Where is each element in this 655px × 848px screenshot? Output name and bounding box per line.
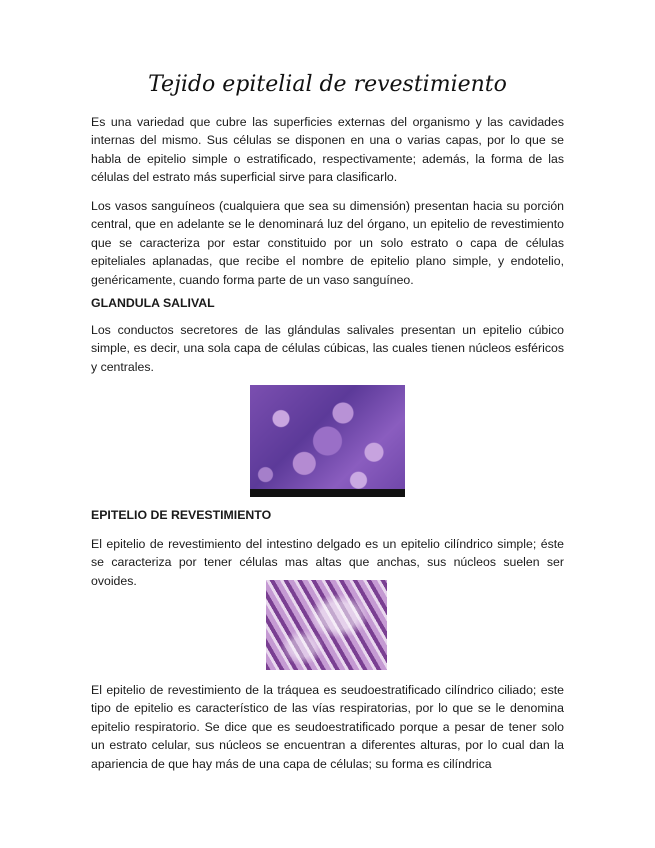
paragraph-intestine: El epitelio de revestimiento del intestino delgado es un epitelio cilíndrico simple; éste se caracteriza por tener células mas altas que anchas, sus núcleos suelen ser ovoides. bbox=[91, 537, 564, 588]
paragraph-salivary-gland: Los conductos secretores de las glándulas salivales presentan un epitelio cúbico simple, es decir, una sola capa de células cúbicas, las cuales tienen núcleos esféricos y centrales. bbox=[91, 323, 564, 374]
paragraph-intro: Es una variedad que cubre las superficies externas del organismo y las cavidades internas del mismo. Sus células se disponen en una o varias capas, por lo que se habla de epitelio simple o estratificado, respectivamente; además, la forma de las células del estrato más superficial sirve para clasificarlo. bbox=[91, 115, 564, 185]
salivary-gland-histology-image bbox=[250, 385, 405, 497]
paragraph-blood-vessels: Los vasos sanguíneos (cualquiera que sea su dimensión) presentan hacia su porción central, que en adelante se le denominará luz del órgano, un epitelio de revestimiento que se caracteriza por estar constituido por un solo estrato o capa de células epiteliales aplanadas, que recibe el nombre de epitelio plano simple, y endotelio, genéricamente, cuando forma parte de un vaso sanguíneo. bbox=[91, 199, 564, 287]
heading-salivary-gland: GLANDULA SALIVAL bbox=[91, 296, 215, 310]
intestinal-epithelium-histology-image bbox=[266, 580, 387, 670]
heading-epithelium: EPITELIO DE REVESTIMIENTO bbox=[91, 508, 272, 522]
image-overlay bbox=[266, 580, 387, 670]
paragraph-trachea: El epitelio de revestimiento de la tráquea es seudoestratificado cilíndrico ciliado; este tipo de epitelio es característico de las vías respiratorias, por lo que se le denomina epitelio respiratorio. Se dice que es seudoestratificado porque a pesar de tener solo un estrato celular, sus núcleos se encuentran a diferentes alturas, por lo cual dan la apariencia de que hay más de una capa de células; su forma es cilíndrica bbox=[91, 683, 564, 771]
image-watermark-bar bbox=[250, 489, 405, 497]
page-title: Tejido epitelial de revestimiento bbox=[148, 72, 507, 97]
